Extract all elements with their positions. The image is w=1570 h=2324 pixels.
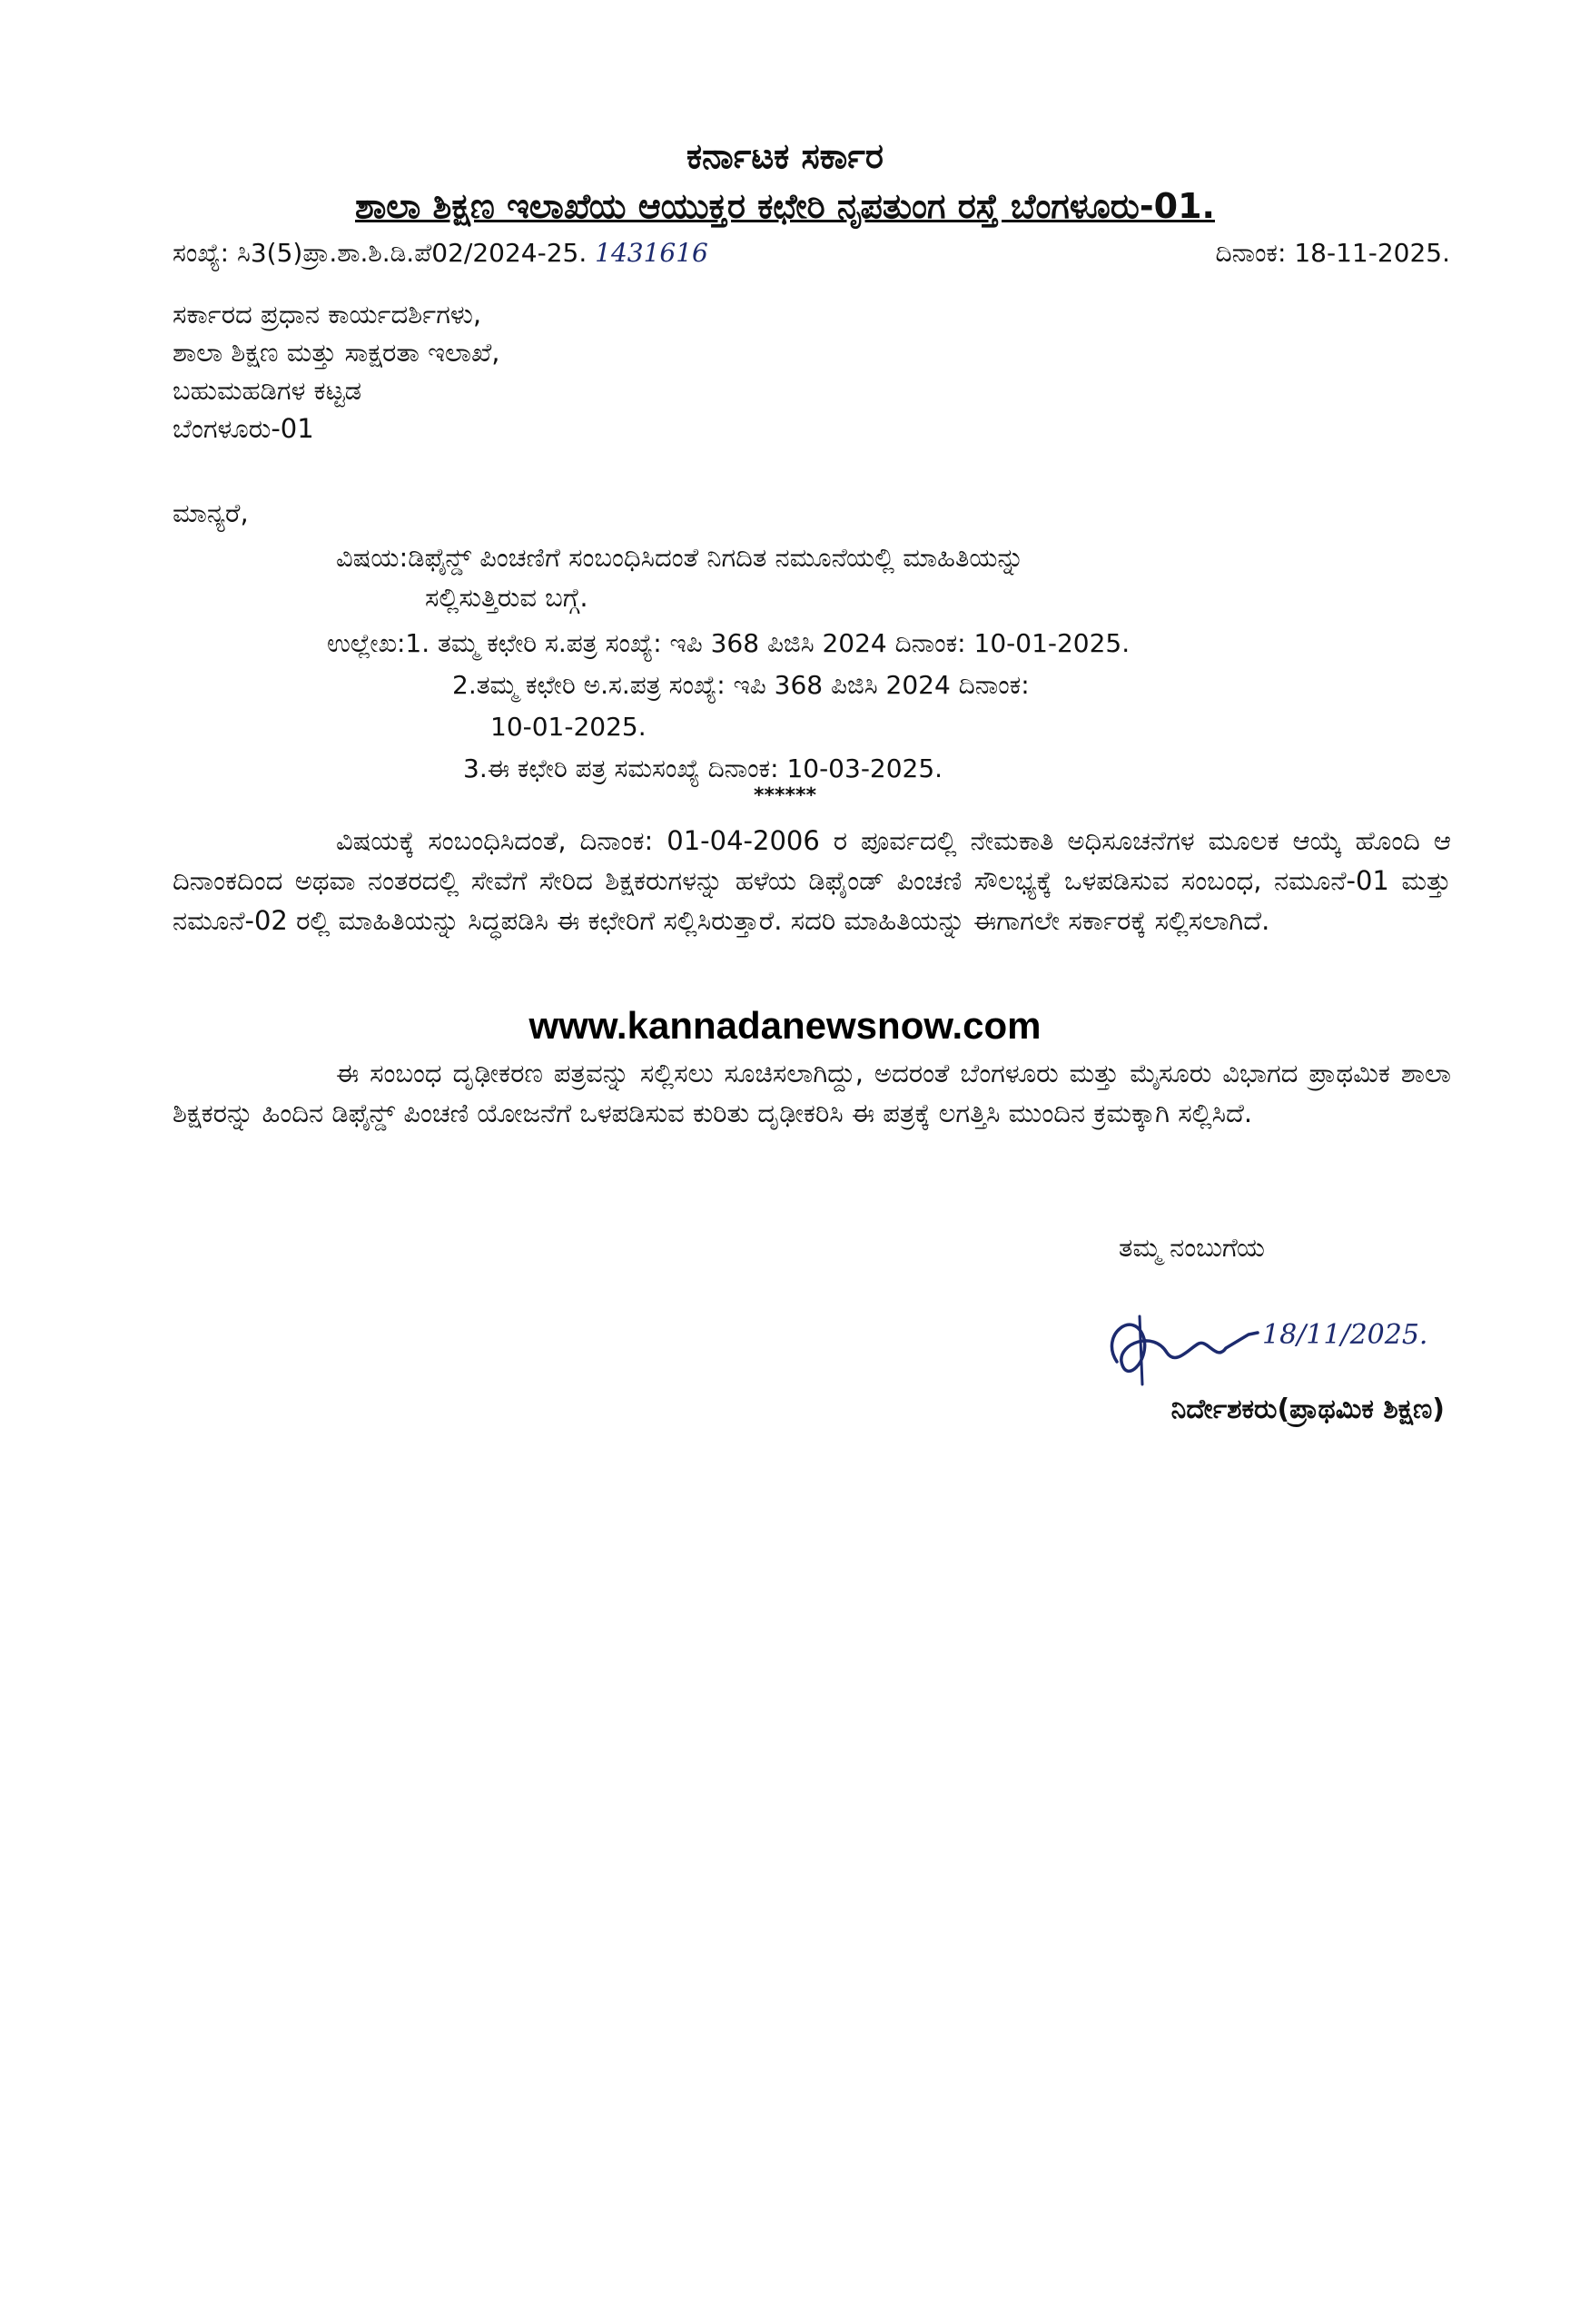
handwritten-number: 1431616 (595, 238, 708, 268)
signer-title: ನಿರ್ದೇಶಕರು(ಪ್ರಾಥಮಿಕ ಶಿಕ್ಷಣ) (1170, 1393, 1445, 1425)
subject-line: ಸಲ್ಲಿಸುತ್ತಿರುವ ಬಗ್ಗೆ. (425, 582, 588, 613)
subject-block (336, 537, 1453, 617)
reference-item: 10-01-2025. (490, 712, 647, 742)
government-title: ಕರ್ನಾಟಕ ಸರ್ಕಾರ (686, 136, 884, 176)
reference-item: ಉಲ್ಲೇಖ:1. ತಮ್ಮ ಕಛೇರಿ ಸ.ಪತ್ರ ಸಂಖ್ಯೆ: ಇಪಿ 368 ಪಿಜಿಸಿ 2024 ದಿನಾಂಕ: 10-01-2025. (327, 628, 1131, 658)
addressee-line: ಬಹುಮಹಡಿಗಳ ಕಟ್ಟಡ (173, 375, 362, 406)
closing-phrase: ತಮ್ಮ ನಂಬುಗೆಯ (1119, 1232, 1265, 1263)
signature-date: 18/11/2025. (1262, 1319, 1428, 1351)
references-block (327, 623, 1453, 790)
office-title: ಶಾಲಾ ಶಿಕ್ಷಣ ಇಲಾಖೆಯ ಆಯುಕ್ತರ ಕಛೇರಿ ನೃಪತುಂಗ ರಸ್ತೆ ಬೆಂಗಳೂರು-01. (355, 186, 1215, 226)
body-paragraph: ಈ ಸಂಬಂಧ ದೃಢೀಕರಣ ಪತ್ರವನ್ನು ಸಲ್ಲಿಸಲು ಸೂಚಿಸಲಾಗಿದ್ದು, ಅದರಂತೆ ಬೆಂಗಳೂರು ಮತ್ತು ಮೈಸೂರು ವಿಭಾಗದ ಪ್ರಾಥಮಿಕ ಶಾಲಾ ಶಿಕ್ಷಕರನ್ನು ಹಿಂದಿನ ಡಿಫೈನ್ಡ್ ಪಿಂಚಣಿ ಯೋಜನೆಗೆ ಒಳಪಡಿಸುವ ಕುರಿತು ದೃಢೀಕರಿಸಿ ಈ ಪತ್ರಕ್ಕೆ ಲಗತ್ತಿಸಿ ಮುಂದಿನ ಕ್ರಮಕ್ಕಾಗಿ ಸಲ್ಲಿಸಿದೆ. (173, 1058, 1451, 1128)
body-paragraph: ವಿಷಯಕ್ಕೆ ಸಂಬಂಧಿಸಿದಂತೆ, ದಿನಾಂಕ: 01-04-2006 ರ ಪೂರ್ವದಲ್ಲಿ ನೇಮಕಾತಿ ಅಧಿಸೂಚನೆಗಳ ಮೂಲಕ ಆಯ್ಕೆ ಹೊಂದಿ ಆ ದಿನಾಂಕದಿಂದ ಅಥವಾ ನಂತರದಲ್ಲಿ ಸೇವೆಗೆ ಸೇರಿದ ಶಿಕ್ಷಕರುಗಳನ್ನು ಹಳೆಯ ಡಿಫೈಂಡ್ ಪಿಂಚಣಿ ಸೌಲಭ್ಯಕ್ಕೆ ಒಳಪಡಿಸುವ ಸಂಬಂಧ, ನಮೂನೆ-01 ಮತ್ತು ನಮೂನೆ-02 ರಲ್ಲಿ ಮಾಹಿತಿಯನ್ನು ಸಿದ್ಧಪಡಿಸಿ ಈ ಕಛೇರಿಗೆ ಸಲ್ಲಿಸಿರುತ್ತಾರೆ. ಸದರಿ ಮಾಹಿತಿಯನ್ನು ಈಗಾಗಲೇ ಸರ್ಕಾರಕ್ಕೆ ಸಲ್ಲಿಸಲಾಗಿದೆ. (173, 825, 1451, 936)
reference-number (173, 238, 708, 269)
reference-number-text: ಸಂಖ್ಯೆ: ಸಿ3(5)ಪ್ರಾ.ಶಾ.ಶಿ.ಡಿ.ಪೆ02/2024-25. (173, 238, 588, 268)
addressee-line: ಸರ್ಕಾರದ ಪ್ರಧಾನ ಕಾರ್ಯದರ್ಶಿಗಳು, (173, 299, 482, 330)
separator: ****** (753, 784, 817, 807)
addressee-line: ಶಾಲಾ ಶಿಕ್ಷಣ ಮತ್ತು ಸಾಕ್ಷರತಾ ಇಲಾಖೆ, (173, 337, 500, 368)
reference-item: 3.ಈ ಕಛೇರಿ ಪತ್ರ ಸಮಸಂಖ್ಯೆ ದಿನಾಂಕ: 10-03-2025. (463, 753, 943, 783)
signature-image (1090, 1298, 1453, 1398)
salutation: ಮಾನ್ಯರೆ, (173, 497, 249, 528)
addressee-line: ಬೆಂಗಳೂರು-01 (173, 413, 314, 444)
letter-date: ದಿನಾಂಕ: 18-11-2025. (1215, 238, 1450, 268)
reference-item: 2.ತಮ್ಮ ಕಛೇರಿ ಅ.ಸ.ಪತ್ರ ಸಂಖ್ಯೆ: ಇಪಿ 368 ಪಿಜಿಸಿ 2024 ದಿನಾಂಕ: (452, 670, 1030, 700)
watermark-url: www.kannadanewsnow.com (528, 1004, 1042, 1047)
addressee-block (173, 295, 500, 448)
subject-line: ವಿಷಯ:ಡಿಫೈನ್ಡ್ ಪಿಂಚಣಿಗೆ ಸಂಬಂಧಿಸಿದಂತೆ ನಿಗದಿತ ನಮೂನೆಯಲ್ಲಿ ಮಾಹಿತಿಯನ್ನು (336, 542, 1024, 573)
